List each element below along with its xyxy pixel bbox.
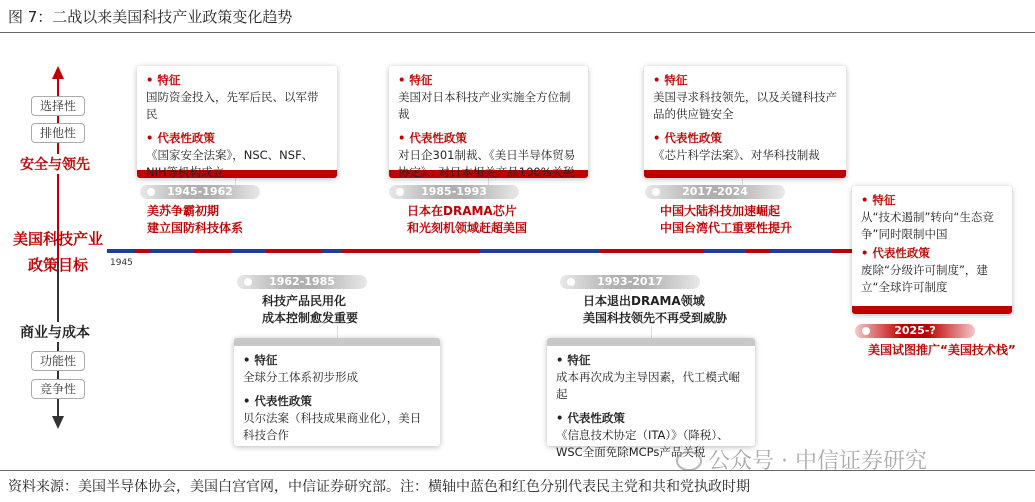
era-dot-icon bbox=[652, 188, 660, 196]
era-card-2017 bbox=[644, 66, 846, 178]
arrow-down-icon bbox=[52, 416, 64, 429]
feature-text: 成本再次成为主导因素，代工模式崛起 bbox=[556, 370, 740, 401]
pill-exclusive: 排他性 bbox=[31, 123, 85, 143]
era-subtitle-1993 bbox=[583, 293, 727, 327]
policy-text: 对日企301制裁、《美日半导体贸易协定》、对日本相关产品100%关税 bbox=[398, 148, 576, 179]
timeline-segment bbox=[746, 249, 770, 253]
feature-heading: • 特征 bbox=[861, 193, 896, 207]
policy-heading: • 代表性政策 bbox=[398, 131, 467, 145]
era-period: 1985-1993 bbox=[421, 185, 487, 198]
timeline-segment bbox=[600, 249, 704, 253]
subtitle-line: 日本退出DRAMA领域 bbox=[583, 294, 705, 308]
era-period: 2017-2024 bbox=[682, 185, 748, 198]
feature-text: 美国寻求科技领先，以及关键科技产品的供应链安全 bbox=[653, 90, 837, 121]
era-subtitle-2025 bbox=[868, 342, 1016, 359]
timeline-segment bbox=[232, 249, 266, 253]
era-dot-icon bbox=[244, 278, 252, 286]
timeline-start-year: 1945 bbox=[110, 258, 133, 268]
subtitle-line: 美苏争霸初期 bbox=[147, 204, 220, 218]
title-divider bbox=[0, 32, 1035, 33]
era-subtitle-1945 bbox=[147, 203, 243, 237]
policy-heading: • 代表性政策 bbox=[653, 131, 722, 145]
watermark-text: 公众号 · 中信证券研究 bbox=[708, 449, 927, 474]
era-label-2017 bbox=[645, 185, 785, 199]
policy-heading: • 代表性政策 bbox=[861, 246, 930, 260]
figure-title: 图 7：二战以来美国科技产业政策变化趋势 bbox=[8, 8, 293, 26]
policy-heading: • 代表性政策 bbox=[146, 131, 215, 145]
era-card-1985 bbox=[389, 66, 588, 178]
policy-text: 《信息技术协定（ITA）》（降税）、WSC全面免除MCPs产品关税 bbox=[556, 428, 729, 459]
feature-text: 美国对日本科技产业实施全方位制裁 bbox=[398, 90, 571, 121]
subtitle-line: 建立国防科技体系 bbox=[147, 221, 244, 235]
era-card-1962 bbox=[234, 338, 440, 446]
source-divider bbox=[0, 470, 1035, 471]
timeline-segment bbox=[149, 249, 194, 253]
feature-text: 全球分工体系初步形成 bbox=[243, 370, 358, 384]
policy-text: 《芯片科学法案》、对华科技制裁 bbox=[653, 148, 820, 162]
era-card-1993 bbox=[547, 338, 755, 459]
feature-heading: • 特征 bbox=[398, 73, 433, 87]
era-period: 1962-1985 bbox=[269, 275, 335, 288]
era-label-1985 bbox=[389, 185, 519, 199]
era-period: 1993-2017 bbox=[597, 275, 663, 288]
timeline-segment bbox=[107, 249, 135, 253]
era-dot-icon bbox=[567, 278, 575, 286]
subtitle-line: 成本控制愈发重要 bbox=[262, 311, 359, 325]
era-period: 2025-? bbox=[894, 324, 936, 337]
era-subtitle-1985 bbox=[407, 203, 527, 237]
era-card-1945 bbox=[137, 66, 337, 178]
timeline-segment bbox=[266, 249, 322, 253]
subtitle-line: 中国大陆科技加速崛起 bbox=[660, 204, 781, 218]
era-label-1962 bbox=[237, 275, 367, 289]
feature-heading: • 特征 bbox=[243, 353, 278, 367]
arrow-up-icon bbox=[52, 66, 64, 79]
subtitle-line: 和光刻机领域赶超美国 bbox=[407, 221, 528, 235]
era-label-1945 bbox=[140, 185, 260, 199]
feature-text: 国防资金投入，先军后民、以军带民 bbox=[146, 90, 319, 121]
feature-heading: • 特征 bbox=[556, 353, 591, 367]
timeline-segment bbox=[194, 249, 232, 253]
policy-text: 废除“分级许可制度”，建立“全球许可制度 bbox=[861, 263, 988, 294]
axis-label-security: 安全与领先 bbox=[18, 154, 92, 174]
timeline-segment bbox=[704, 249, 746, 253]
feature-text: 从“技术遏制”转向“生态竞争”同时限制中国 bbox=[861, 210, 994, 241]
timeline-segment bbox=[480, 249, 600, 253]
era-card-2025 bbox=[852, 186, 1012, 314]
policy-heading: • 代表性政策 bbox=[243, 394, 312, 408]
pill-selective: 选择性 bbox=[31, 96, 85, 116]
era-dot-icon bbox=[396, 188, 404, 196]
feature-heading: • 特征 bbox=[146, 73, 181, 87]
era-label-1993 bbox=[560, 275, 700, 289]
axis-goal-label: 美国科技产业政策目标 bbox=[12, 230, 103, 274]
era-dot-icon bbox=[862, 327, 870, 335]
subtitle-line: 美国试图推广“美国技术栈” bbox=[868, 343, 1016, 357]
policy-heading: • 代表性政策 bbox=[556, 411, 625, 425]
feature-heading: • 特征 bbox=[653, 73, 688, 87]
era-period: 1945-1962 bbox=[167, 185, 233, 198]
era-subtitle-1962 bbox=[262, 293, 358, 327]
axis-label-commercial: 商业与成本 bbox=[18, 322, 92, 342]
connector bbox=[337, 326, 338, 338]
connector bbox=[651, 326, 652, 338]
timeline-segment bbox=[322, 249, 342, 253]
policy-text: 贝尔法案（科技成果商业化），美日科技合作 bbox=[243, 411, 422, 442]
era-subtitle-2017 bbox=[660, 203, 792, 237]
source-note: 资料来源：美国半导体协会，美国白宫官网，中信证券研究部。注：横轴中蓝色和红色分别代表民主党和共和党执政时期 bbox=[8, 479, 750, 495]
pill-competitive: 竞争性 bbox=[31, 379, 85, 399]
timeline-segment bbox=[342, 249, 480, 253]
wechat-icon bbox=[676, 451, 702, 471]
subtitle-line: 日本在DRAMA芯片 bbox=[407, 204, 517, 218]
policy-text: 《国家安全法案》，NSC、NSF、NIH等机构成立 bbox=[146, 148, 314, 179]
era-label-2025 bbox=[855, 324, 975, 338]
subtitle-line: 中国台湾代工重要性提升 bbox=[660, 221, 793, 235]
era-dot-icon bbox=[147, 188, 155, 196]
timeline-segment bbox=[770, 249, 832, 253]
pill-functional: 功能性 bbox=[31, 351, 85, 371]
timeline-segment bbox=[832, 249, 852, 253]
subtitle-line: 美国科技领先不再受到威胁 bbox=[583, 311, 728, 325]
timeline-segment bbox=[135, 249, 149, 253]
subtitle-line: 科技产品民用化 bbox=[262, 294, 347, 308]
